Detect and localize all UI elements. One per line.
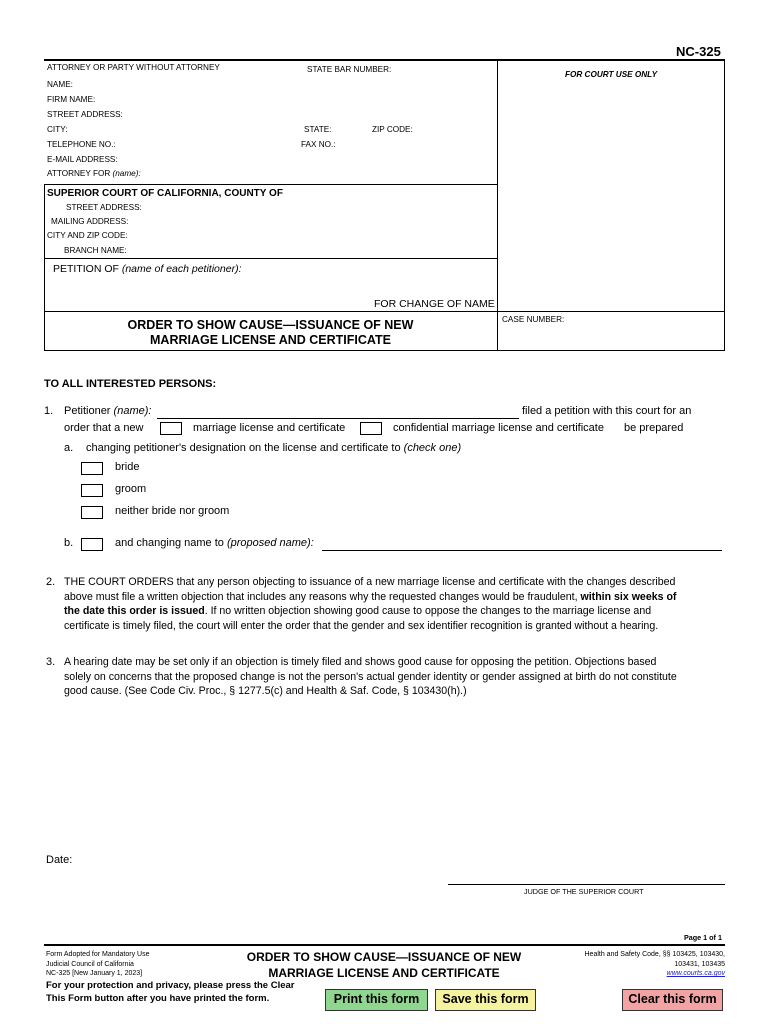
court-use-label: FOR COURT USE ONLY: [565, 70, 658, 79]
title-line-2: MARRIAGE LICENSE AND CERTIFICATE: [150, 333, 391, 347]
item1-name-hint: (name):: [113, 405, 152, 417]
petition-name-hint: (name of each petitioner):: [121, 263, 242, 275]
code-line-2: 103431, 103435: [674, 960, 725, 968]
item3-paragraph: [64, 655, 734, 699]
item2-number: 2.: [46, 576, 56, 588]
privacy-line-1: For your protection and privacy, please press the Clear: [46, 980, 295, 991]
attorney-label: ATTORNEY OR PARTY WITHOUT ATTORNEY: [47, 63, 220, 72]
neither-checkbox[interactable]: [81, 506, 103, 519]
case-number-label: CASE NUMBER:: [502, 315, 565, 324]
item1-confidential-label: confidential marriage license and certificate: [393, 422, 604, 434]
proposed-name-field[interactable]: [322, 550, 722, 551]
adopted-block: [46, 950, 150, 979]
state-bar-label: STATE BAR NUMBER:: [307, 65, 392, 74]
item1a-check-hint: (check one): [403, 442, 462, 454]
judge-label: JUDGE OF THE SUPERIOR COURT: [524, 887, 644, 896]
change-of-name-label: FOR CHANGE OF NAME: [374, 298, 495, 310]
item2-line-2a: above must file a written objection that includes any reasons why the requested changes would be fraudulent,: [64, 590, 578, 603]
adopted-line-1: Form Adopted for Mandatory Use: [46, 951, 150, 958]
item1a-letter: a.: [64, 442, 74, 454]
title-block: [44, 318, 497, 348]
footer-rule: [44, 944, 725, 946]
item1-order-text: order that a new: [64, 422, 144, 434]
bride-checkbox[interactable]: [81, 462, 103, 475]
item1b-letter: b.: [64, 537, 74, 549]
name-change-checkbox[interactable]: [81, 538, 103, 551]
attorney-bottom-rule: [44, 184, 497, 185]
save-form-button[interactable]: Save this form: [435, 989, 536, 1011]
item1-petitioner-label: Petitioner: [64, 405, 111, 417]
court-bottom-rule: [44, 258, 497, 259]
petition-bottom-rule: [44, 311, 725, 312]
item1-petitioner: [64, 405, 151, 417]
court-mailing-label: MAILING ADDRESS:: [51, 217, 129, 226]
title-line-1: ORDER TO SHOW CAUSE—ISSUANCE OF NEW: [127, 318, 414, 332]
page-number: Page 1 of 1: [684, 933, 722, 942]
groom-checkbox[interactable]: [81, 484, 103, 497]
telephone-label: TELEPHONE NO.:: [47, 140, 116, 149]
right-border: [724, 61, 725, 351]
item1-filed-text: filed a petition with this court for an: [522, 405, 692, 417]
item1a-text: changing petitioner's designation on the license and certificate to: [86, 442, 401, 454]
to-all-heading: TO ALL INTERESTED PERSONS:: [44, 378, 217, 390]
title-bottom-rule: [44, 350, 725, 351]
item2-paragraph: [64, 575, 734, 633]
adopted-line-3: NC-325 [New January 1, 2023]: [46, 970, 143, 977]
footer-title: [228, 949, 540, 981]
item3-line-2: solely on concerns that the proposed change is not the person's actual gender identity or gender assigned at birth do not constitute: [64, 670, 677, 683]
item2-line-2: [64, 590, 734, 605]
item1b-row: [115, 537, 314, 549]
header-top-rule: [44, 59, 725, 61]
item1-number: 1.: [44, 405, 54, 417]
footer-title-line-2: MARRIAGE LICENSE AND CERTIFICATE: [268, 966, 500, 980]
zip-label: ZIP CODE:: [372, 125, 413, 134]
item1-marriage-label: marriage license and certificate: [193, 422, 346, 434]
groom-label: groom: [115, 483, 147, 495]
date-label: Date:: [46, 854, 73, 866]
form-number: NC-325: [676, 44, 721, 59]
print-form-button[interactable]: Print this form: [325, 989, 428, 1011]
street-label: STREET ADDRESS:: [47, 110, 123, 119]
fax-label: FAX NO.:: [301, 140, 336, 149]
code-line-1: Health and Safety Code, §§ 103425, 103430,: [584, 951, 725, 958]
court-use-divider: [497, 61, 498, 351]
judge-signature-line[interactable]: [448, 884, 725, 885]
confidential-license-checkbox[interactable]: [360, 422, 382, 435]
item2-line-4: certificate is timely filed, the court will enter the order that the gender and sex identifier recognition is granted without a hearing.: [64, 619, 659, 632]
code-block: [540, 950, 725, 979]
attorney-for-row: [47, 169, 141, 178]
clear-form-button[interactable]: Clear this form: [622, 989, 723, 1011]
attorney-for-name-hint: (name):: [112, 169, 141, 178]
court-title: SUPERIOR COURT OF CALIFORNIA, COUNTY OF: [47, 188, 283, 199]
item2-line-3: [64, 604, 734, 619]
state-label: STATE:: [304, 125, 332, 134]
petition-label: PETITION OF: [53, 263, 119, 275]
item2-line-2b: within six weeks of: [580, 590, 677, 603]
item1-prepared-text: be prepared: [624, 422, 684, 434]
privacy-note: [46, 980, 294, 1005]
footer-title-line-1: ORDER TO SHOW CAUSE—ISSUANCE OF NEW: [246, 950, 522, 964]
petitioner-name-field[interactable]: [157, 418, 519, 419]
petition-row: [53, 263, 242, 275]
email-label: E-MAIL ADDRESS:: [47, 155, 118, 164]
item2-line-1: THE COURT ORDERS that any person objecting to issuance of a new marriage license and certificate with the changes described: [64, 576, 676, 588]
privacy-line-2: This Form button after you have printed the form.: [46, 992, 270, 1004]
item3-line-3: good cause. (See Code Civ. Proc., § 1277.5(c) and Health & Saf. Code, § 103430(h).): [64, 685, 467, 697]
item1b-text: and changing name to: [115, 537, 224, 549]
item2-line-3b: . If no written objection showing good cause to oppose the changes to the marriage license and: [204, 605, 652, 617]
court-street-label: STREET ADDRESS:: [66, 203, 142, 212]
attorney-for-label: ATTORNEY FOR: [47, 169, 111, 178]
item1b-proposed-hint: (proposed name):: [226, 537, 314, 549]
item2-line-3a: the date this order is issued: [64, 605, 205, 617]
city-label: CITY:: [47, 125, 68, 134]
marriage-license-checkbox[interactable]: [160, 422, 182, 435]
item3-number: 3.: [46, 656, 56, 668]
adopted-line-2: Judicial Council of California: [46, 960, 134, 968]
neither-label: neither bride nor groom: [115, 505, 230, 517]
firm-label: FIRM NAME:: [47, 95, 96, 104]
courts-website-link[interactable]: www.courts.ca.gov: [666, 970, 725, 977]
item3-line-1: A hearing date may be set only if an objection is timely filed and shows good cause for opposing the petition. Objections based: [64, 656, 657, 668]
name-label: NAME:: [47, 80, 73, 89]
court-city-zip-label: CITY AND ZIP CODE:: [47, 231, 128, 240]
bride-label: bride: [115, 461, 140, 473]
court-branch-label: BRANCH NAME:: [64, 246, 127, 255]
item1a-row: [86, 442, 461, 454]
